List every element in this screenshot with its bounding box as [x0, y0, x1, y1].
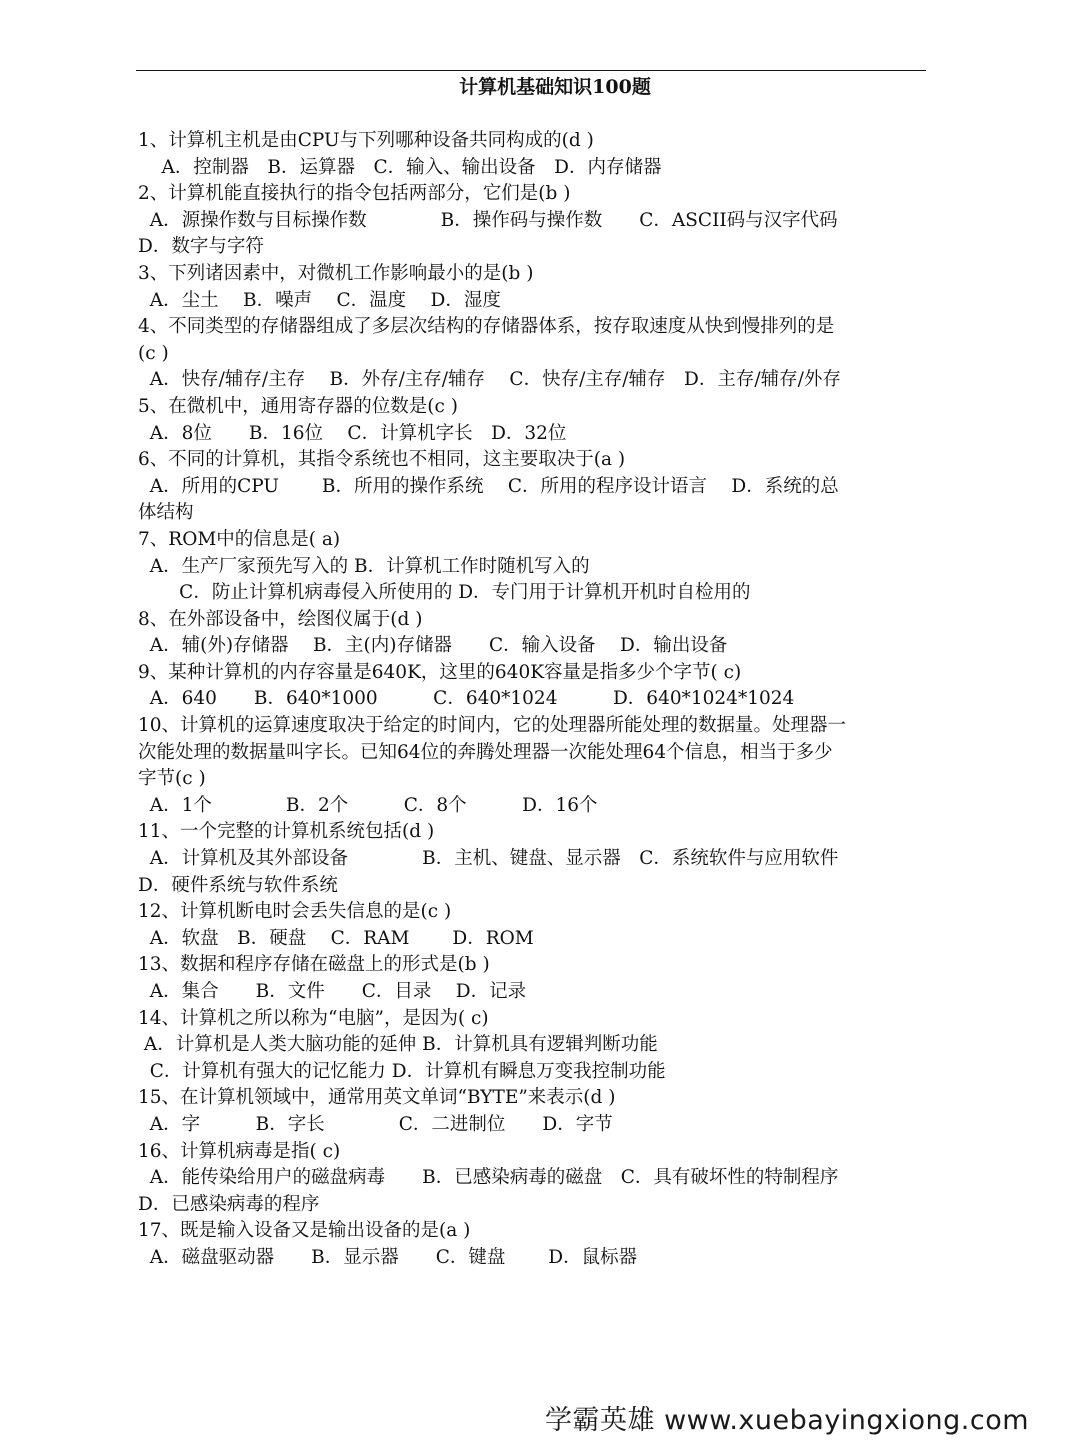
- text-line: A．集合 B．文件 C．目录 D．记录: [138, 981, 527, 1002]
- text-line: 12、计算机断电时会丢失信息的是(c ): [138, 901, 452, 923]
- text-line: 2、计算机能直接执行的指令包括两部分，它们是(b ): [138, 183, 571, 205]
- text-line: C．计算机有强大的记忆能力 D．计算机有瞬息万变我控制功能: [138, 1060, 666, 1082]
- text-line: 17、既是输入设备又是输出设备的是(a ): [138, 1220, 471, 1242]
- text-line: 体结构: [138, 502, 194, 524]
- text-line: 15、在计算机领域中，通常用英文单词“BYTE”来表示(d ): [138, 1087, 616, 1109]
- text-line: 字节(c ): [138, 768, 206, 790]
- text-line: 10、计算机的运算速度取决于给定的时间内，它的处理器所能处理的数据量。处理器一: [138, 715, 847, 737]
- text-line: 16、计算机病毒是指( c): [138, 1140, 341, 1162]
- text-line: A．能传染给用户的磁盘病毒 B．已感染病毒的磁盘 C．具有破坏性的特制程序: [138, 1167, 839, 1189]
- text-line: A．所用的CPU B．所用的操作系统 C．所用的程序设计语言 D．系统的总: [138, 475, 839, 497]
- text-line: A．640 B．640*1000 C．640*1024 D．640*1024*1024: [138, 688, 795, 710]
- text-line: C．防止计算机病毒侵入所使用的 D．专门用于计算机开机时自检用的: [138, 582, 751, 604]
- text-line: 9、某种计算机的内存容量是640K，这里的640K容量是指多少个字节( c): [138, 661, 742, 683]
- text-line: 4、不同类型的存储器组成了多层次结构的存储器体系，按存取速度从快到慢排列的是: [138, 316, 835, 338]
- text-line: 8、在外部设备中，绘图仪属于(d ): [138, 608, 423, 630]
- text-line: D．数字与字符: [138, 236, 264, 258]
- question-list: [138, 128, 938, 1272]
- text-line: A．计算机是人类大脑功能的延伸 B．计算机具有逻辑判断功能: [138, 1034, 658, 1056]
- text-line: 11、一个完整的计算机系统包括(d ): [138, 821, 435, 843]
- text-line: A．尘土 B．噪声 C．温度 D．湿度: [138, 289, 501, 311]
- text-line: 3、下列诸因素中，对微机工作影响最小的是(b ): [138, 262, 534, 284]
- text-line: A．辅(外)存储器 B．主(内)存储器 C．输入设备 D．输出设备: [138, 635, 728, 657]
- text-line: A．源操作数与目标操作数 B．操作码与操作数 C．ASCII码与汉字代码: [138, 209, 838, 231]
- text-line: A．生产厂家预先写入的 B．计算机工作时随机写入的: [138, 555, 590, 577]
- text-line: 1、计算机主机是由CPU与下列哪种设备共同构成的(d ): [138, 130, 594, 151]
- text-line: D．硬件系统与软件系统: [138, 874, 338, 896]
- text-line: 7、ROM中的信息是( a): [138, 528, 341, 550]
- text-line: A．磁盘驱动器 B．显示器 C．键盘 D．鼠标器: [138, 1246, 638, 1268]
- text-line: 次能处理的数据量叫字长。已知64位的奔腾处理器一次能处理64个信息，相当于多少: [138, 741, 833, 763]
- text-line: 13、数据和程序存储在磁盘上的形式是(b ): [138, 954, 490, 976]
- site-watermark: 学霸英雄 www.xuebayingxiong.com: [545, 1405, 1030, 1436]
- text-line: A．计算机及其外部设备 B．主机、键盘、显示器 C．系统软件与应用软件: [138, 848, 839, 870]
- text-line: A．1个 B．2个 C．8个 D．16个: [138, 794, 598, 816]
- text-line: A．8位 B．16位 C．计算机字长 D．32位: [138, 422, 567, 444]
- text-line: A．快存/辅存/主存 B．外存/主存/辅存 C．快存/主存/辅存 D．主存/辅存/外存: [138, 369, 841, 391]
- text-line: 6、不同的计算机，其指令系统也不相同，这主要取决于(a ): [138, 449, 626, 471]
- page-title: 计算机基础知识100题: [459, 76, 651, 98]
- text-line: A．控制器 B．运算器 C．输入、输出设备 D．内存储器: [138, 156, 662, 178]
- text-line: A．软盘 B．硬盘 C．RAM D．ROM: [138, 927, 534, 949]
- text-line: D．已感染病毒的程序: [138, 1193, 320, 1215]
- text-line: (c ): [138, 342, 169, 364]
- text-line: 14、计算机之所以称为“电脑”，是因为( c): [138, 1007, 489, 1029]
- text-line: 5、在微机中，通用寄存器的位数是(c ): [138, 395, 458, 417]
- top-rule: [136, 70, 926, 71]
- text-line: A．字 B．字长 C．二进制位 D．字节: [138, 1113, 613, 1135]
